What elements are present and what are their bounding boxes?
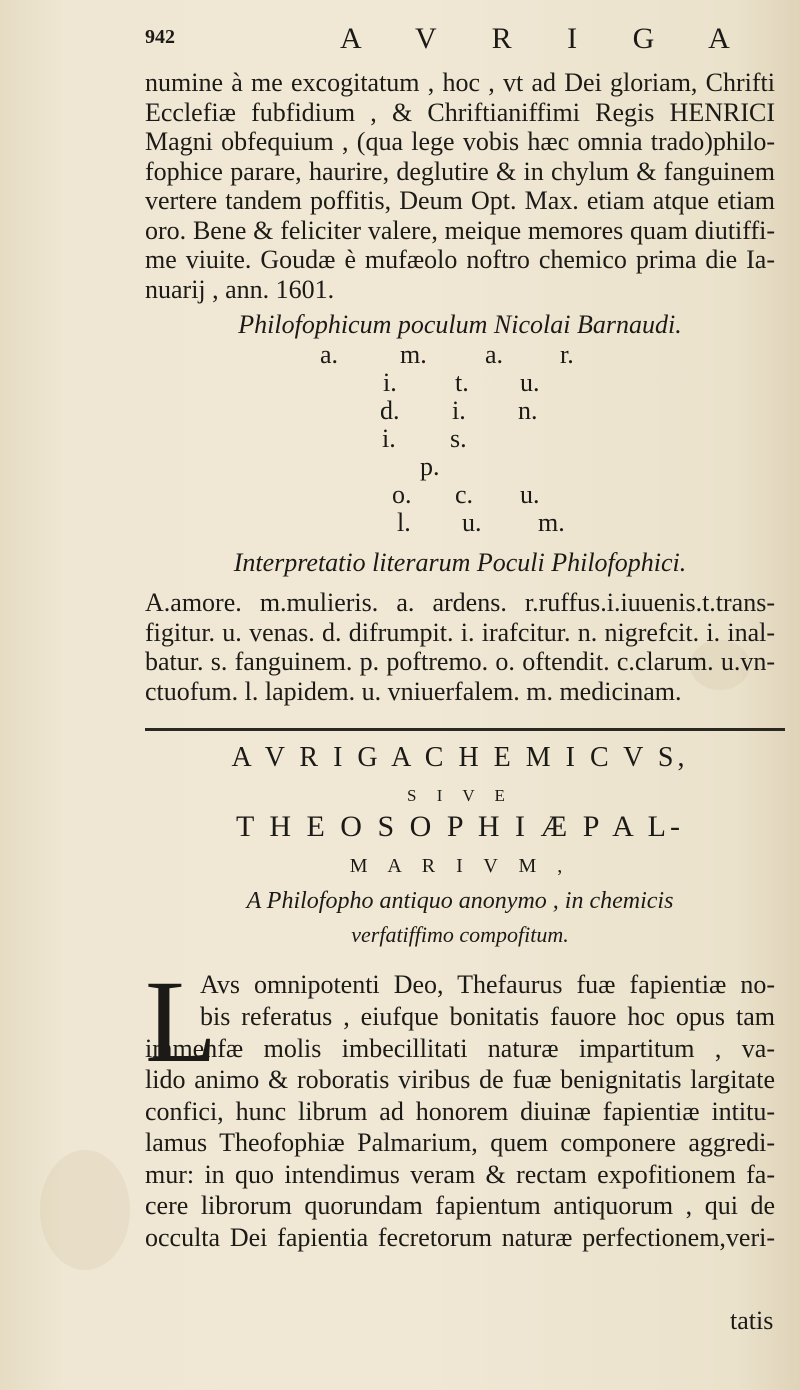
text-line: ctuofum. l. lapidem. u. vniuerfalem. m. medicinam. [145,676,682,706]
text-line: numine à me excogitatum , hoc , vt ad Dei gloriam, Chrifti [145,68,775,97]
text-line: oro. Bene & feliciter valere, meique memores quam diutiffi- [145,215,775,245]
text-line: vertere tandem poffitis, Deum Opt. Max. etiam atque etiam [145,186,775,215]
text-line: cere librorum quorundam fapientum antiquorum , qui de [145,1191,775,1220]
interpretatio-title: Interpretatio literarum Poculi Philofophici. [233,548,687,577]
paper-stain [40,1150,130,1270]
author-line-2: verfatiffimo compofitum. [351,922,569,947]
page-header [145,22,785,58]
text-line: figitur. u. venas. d. difrumpit. i. irafcitur. n. nigrefcit. i. inal- [145,617,775,647]
text-line: confici, hunc librum ad honorem diuinæ fapientiæ intitu- [145,1096,775,1126]
folio-number: 942 [145,26,175,48]
running-title: A V R I G A [340,22,754,55]
poculum-letter: i. [383,368,397,397]
poculum-title: Philofophicum poculum Nicolai Barnaudi. [238,310,682,339]
text-line: nuarij , ann. 1601. [145,274,335,304]
poculum-letter: a. [485,340,504,369]
text-line: Ecclefiæ fubfidium , & Chriftianiffimi Regis HENRICI [145,97,775,127]
drop-capital: L [145,956,218,1087]
text-line: batur. s. fanguinem. p. poftremo. o. oftendit. c.clarum. u.vn- [145,647,775,676]
poculum-letter: n. [518,396,538,425]
text-line: A.amore. m.mulieris. a. ardens. r.ruffus.i.iuuenis.t.trans- [145,588,775,617]
sive-line: S I V E [407,786,513,805]
poculum-letter: p. [420,452,440,481]
poculum-letter: i. [382,424,396,453]
text-line: immenfæ molis imbecillitati naturæ impartitum , va- [145,1033,775,1063]
poculum-letter: u. [520,368,540,397]
poculum-letter: t. [455,368,469,397]
poculum-letter: m. [400,340,427,369]
poculum-letter: i. [452,396,466,425]
text-line: occulta Dei fapientia fecretorum naturæ perfectionem,veri- [145,1222,775,1252]
poculum-letter: l. [397,508,411,537]
catchword: tatis [730,1306,774,1335]
text-line: lamus Theofophiæ Palmarium, quem componere aggredi- [145,1128,775,1157]
text-line: bis referatus , eiufque bonitatis fauore hoc opus tam [200,1002,775,1031]
theosophiae-title: T H E O S O P H I Æ P A L- [236,810,684,843]
poculum-letter: d. [380,396,400,425]
poculum-letter: u. [520,480,540,509]
text-line: fophice parare, haurire, deglutire & in chylum & fanguinem [145,156,775,186]
poculum-letter: c. [455,480,474,509]
poculum-letter: s. [450,424,467,453]
body-first-line: Avs omnipotenti Deo, Thefaurus fuæ fapientiæ no- [200,970,775,999]
text-line: mur: in quo intendimus veram & rectam expofitionem fa- [145,1159,775,1189]
work-title: A V R I G A C H E M I C V S, [231,742,689,773]
text-line: me viuite. Goudæ è mufæolo noftro chemico prima die Ia- [145,245,775,274]
author-line: A Philofopho antiquo anonymo , in chemicis [246,888,674,914]
poculum-letter: o. [392,480,412,509]
poculum-letter: a. [320,340,339,369]
text-line: Magni obfequium , (qua lege vobis hæc omnia trado)philo- [145,127,775,156]
section-rule [145,728,785,731]
poculum-letter: m. [538,508,565,537]
poculum-letter: r. [560,340,574,369]
text-line: lido animo & roboratis viribus de fuæ benignitatis largitate [145,1065,775,1094]
palmarium-line: M A R I V M , [349,855,571,877]
poculum-letter: u. [462,508,482,537]
